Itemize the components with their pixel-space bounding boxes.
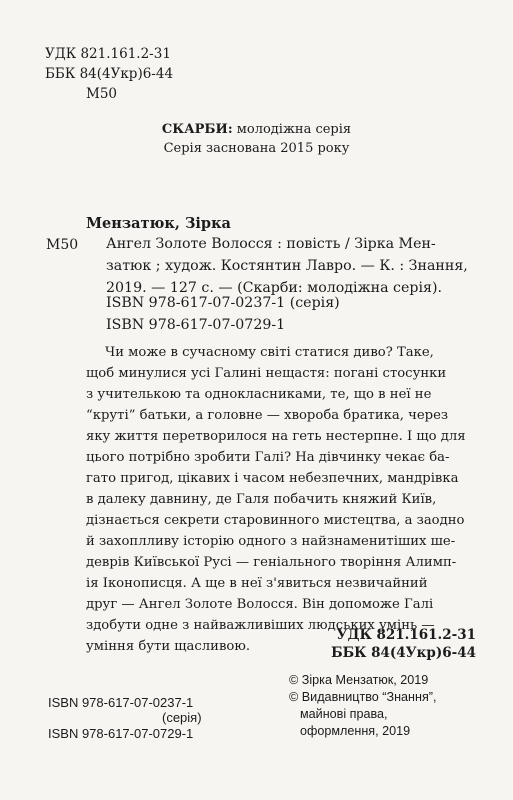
annotation-line: гато пригод, цікавих і часом небезпечних, мандрівка — [86, 471, 459, 486]
bottom-udk-code: УДК 821.161.2-31 — [336, 627, 476, 643]
bottom-isbn-2: ISBN 978-617-07-0729-1 — [48, 726, 194, 741]
annotation-line: “круті” батьки, а головне — хвороба братика, через — [86, 408, 449, 423]
copyright-author: © Зірка Мензатюк, 2019 — [289, 673, 429, 687]
description-line: Ангел Золоте Волосся : повість / Зірка Мен- — [106, 236, 436, 252]
record-isbn — [106, 292, 340, 336]
annotation-line: друг — Ангел Золоте Волосся. Він допоможе Галі — [86, 597, 434, 612]
annotation-line: щоб минулися усі Галині нещастя: погані стосунки — [86, 366, 447, 381]
author-heading: Мензатюк, Зірка — [86, 215, 231, 232]
bbk-code: ББК 84(4Укр)6-44 — [45, 66, 174, 82]
isbn-line: ISBN 978-617-07-0237-1 (серія) — [106, 295, 340, 311]
series-title-rest: молодіжна серія — [232, 122, 352, 137]
annotation-line: цього потрібно зробити Галі? На дівчинку чекає ба- — [86, 450, 450, 465]
record-author-mark: М50 — [46, 237, 79, 253]
bottom-isbn-series: (серія) — [162, 710, 202, 725]
series-title-bold: СКАРБИ: — [161, 122, 233, 137]
annotation-line: уміння бути щасливою. — [86, 639, 251, 654]
annotation-line: ія Іконописця. А ще в неї з'явиться незвичайний — [86, 576, 428, 591]
annotation-line: здобути одне з найважливіших людських умінь — — [86, 618, 435, 633]
bottom-bbk-code: ББК 84(4Укр)6-44 — [331, 645, 476, 661]
copyright-publisher: © Видавництво “Знання”, — [289, 690, 437, 704]
isbn-line: ISBN 978-617-07-0729-1 — [106, 317, 286, 333]
annotation-line: Чи може в сучасному світі статися диво? Таке, — [105, 345, 434, 360]
record-description — [106, 233, 468, 299]
author-mark: М50 — [86, 86, 118, 102]
series-founded: Серія заснована 2015 року — [163, 141, 350, 156]
annotation-line: яку життя перетворилося на геть нестерпне. І що для — [86, 429, 466, 444]
series-title — [0, 122, 513, 137]
description-line: затюк ; худож. Костянтин Лавро. — К. : Знання, — [106, 258, 468, 274]
annotation-line: в далеку давнину, де Галя побачить княжий Київ, — [86, 492, 437, 507]
bottom-isbn-1: ISBN 978-617-07-0237-1 — [48, 695, 194, 710]
udk-code: УДК 821.161.2-31 — [45, 46, 171, 62]
description-line: 2019. — 127 с. — (Скарби: молодіжна серія). — [106, 280, 442, 296]
annotation-line: дізнається секрети старовинного мистецтва, а заодно — [86, 513, 465, 528]
annotation-line: з учителькою та однокласниками, те, що в неї не — [86, 387, 432, 402]
copyright-rights: майнові права, — [300, 707, 388, 721]
annotation-line: деврів Київської Русі — геніального творіння Алимп- — [86, 555, 457, 570]
annotation — [86, 342, 466, 657]
copyright-design: оформлення, 2019 — [300, 724, 411, 738]
annotation-line: й захоплливу історію одного з найзнаменитіших ше- — [86, 534, 456, 549]
